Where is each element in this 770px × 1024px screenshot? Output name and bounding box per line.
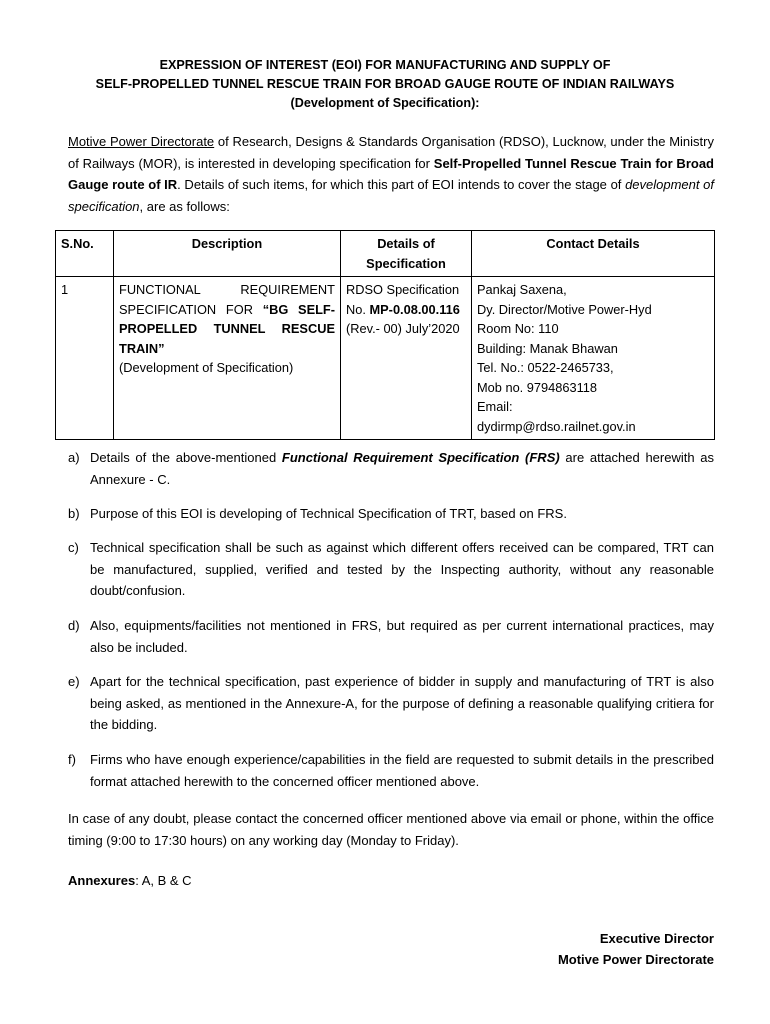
title-line-1: EXPRESSION OF INTEREST (EOI) FOR MANUFACTURING AND SUPPLY OF <box>159 58 611 72</box>
list-item <box>68 537 714 602</box>
annexures-value: : A, B & C <box>135 873 192 888</box>
table-row <box>56 277 715 440</box>
contact-line: Mob no. 9794863118 <box>477 379 598 395</box>
spec-no-prefix: No. <box>346 301 370 317</box>
header-sno: S.No. <box>56 231 114 277</box>
header-details-line-1: Details of <box>377 236 435 251</box>
closing-paragraph: In case of any doubt, please contact the concerned officer mentioned above via email or phone, within the office timing (9:00 to 17:30 hours) on any working day (Monday to Friday). <box>68 811 714 848</box>
header-details-line-2: Specification <box>366 255 446 271</box>
title-line-3: (Development of Specification): <box>290 96 480 110</box>
item-text: Technical specification shall be such as against which different offers received can be compared, TRT can be manufactured, supplied, verified and tested by the Inspecting authority, without any reasonable doubt/confusion. <box>90 540 714 599</box>
item-label: c) <box>68 540 79 555</box>
annexures <box>68 873 192 888</box>
intro-text-2: . Details of such items, for which this part of EOI intends to cover the stage of <box>177 177 626 193</box>
cell-contact <box>472 277 715 440</box>
item-label: b) <box>68 506 80 521</box>
description-sub: (Development of Specification) <box>119 360 294 375</box>
header-description: Description <box>114 231 341 277</box>
item-text <box>90 447 714 490</box>
contact-line: Email: <box>477 399 513 414</box>
intro-bold: Self-Propelled Tunnel Rescue Train for Broad Gauge route of IR <box>68 155 714 193</box>
cell-specification <box>341 277 472 440</box>
item-label: d) <box>68 618 80 633</box>
intro-paragraph <box>68 131 714 217</box>
spec-number: MP-0.08.00.116 <box>369 301 460 317</box>
intro-underlined: Motive Power Directorate <box>68 134 215 149</box>
item-text: Purpose of this EOI is developing of Technical Specification of TRT, based on FRS. <box>90 506 567 521</box>
item-text: Apart for the technical specification, past experience of bidder in supply and manufacturing of TRT is also being asked, as mentioned in the Annexure-A, for the purpose of defining a reasonable qualifying critiera for the bidding. <box>90 674 714 733</box>
document-title <box>0 56 770 113</box>
intro-text-3: , are as follows: <box>139 198 230 214</box>
contact-line: Pankaj Saxena, <box>477 282 567 297</box>
description-bold: “BG SELF-PROPELLED TUNNEL RESCUE TRAIN” <box>119 301 335 356</box>
signature-title: Executive Director <box>599 931 714 946</box>
intro-italic: development of specification <box>68 177 714 214</box>
description-plain: FUNCTIONAL REQUIREMENT SPECIFICATION FOR <box>119 282 335 317</box>
table-header-row <box>56 231 715 277</box>
spec-line-1: RDSO Specification <box>346 282 460 297</box>
contact-email: dydirmp@rdso.railnet.gov.in <box>477 418 636 434</box>
intro-text-1: of Research, Designs & Standards Organisation (RDSO), Lucknow, under the Ministry of Railways (MOR), is interested in developing specification for <box>68 134 714 171</box>
contact-line: Dy. Director/Motive Power-Hyd <box>477 301 652 317</box>
item-text-bold: Functional Requirement Specification (FRS) <box>281 450 560 465</box>
item-text: Firms who have enough experience/capabilities in the field are requested to submit details in the prescribed format attached herewith to the concerned officer mentioned above. <box>90 752 714 789</box>
list-item <box>68 671 714 736</box>
signature-directorate: Motive Power Directorate <box>557 952 714 967</box>
item-label: f) <box>68 752 76 767</box>
list-item <box>68 615 714 658</box>
annexures-label: Annexures <box>68 873 136 888</box>
item-text: Also, equipments/facilities not mentioned in FRS, but required as per current international practices, may also be included. <box>90 618 714 655</box>
spec-line-3: (Rev.- 00) July’2020 <box>346 321 460 336</box>
title-line-2: SELF-PROPELLED TUNNEL RESCUE TRAIN FOR BROAD GAUGE ROUTE OF INDIAN RAILWAYS <box>95 77 675 91</box>
list-item <box>68 749 714 792</box>
specification-table <box>55 230 715 440</box>
cell-description <box>114 277 341 440</box>
header-details <box>341 231 472 277</box>
cell-sno: 1 <box>56 277 114 440</box>
list-item <box>68 447 714 490</box>
list-item <box>68 503 714 525</box>
description-main <box>119 280 335 358</box>
contact-line: Room No: 110 <box>477 321 559 336</box>
spec-line-2 <box>346 300 466 320</box>
item-text-pre: Details of the above-mentioned <box>90 450 282 465</box>
contact-line: Building: Manak Bhawan <box>477 340 618 356</box>
header-contact: Contact Details <box>472 231 715 277</box>
signature-block <box>558 928 714 970</box>
item-label: e) <box>68 674 80 689</box>
contact-line: Tel. No.: 0522-2465733, <box>477 360 614 375</box>
item-label: a) <box>68 450 80 465</box>
item-text-post: are attached herewith as Annexure - C. <box>90 450 714 487</box>
